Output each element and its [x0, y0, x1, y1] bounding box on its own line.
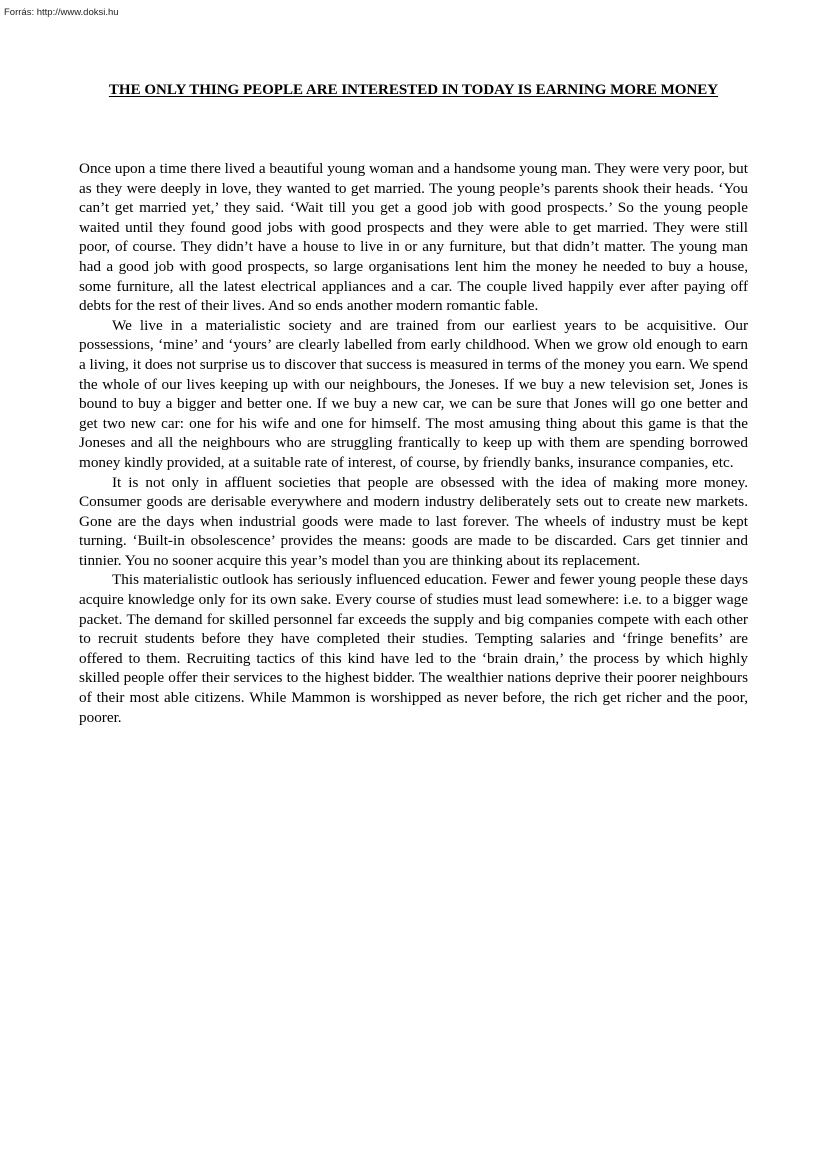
source-label: Forrás: http://www.doksi.hu [4, 7, 119, 18]
paragraph-2: We live in a materialistic society and are trained from our earliest years to be acquisitive. Our possessions, ‘mine’ and ‘yours’ are clearly labelled from early childhood. When we grow old enough to earn a living, it does not surprise us to discover that success is measured in terms of the money you earn. We spend the whole of our lives keeping up with our neighbours, the Joneses. If we buy a new television set, Jones is bound to buy a bigger and better one. If we buy a new car, we can be sure that Jones will go one better and get two new car: one for his wife and one for himself. The most amusing thing about this game is that the Joneses and all the neighbours who are struggling frantically to keep up with them are spending borrowed money kindly provided, at a suitable rate of interest, of course, by friendly banks, insurance companies, etc. [79, 316, 748, 471]
article-body [79, 159, 748, 727]
page-title: THE ONLY THING PEOPLE ARE INTERESTED IN TODAY IS EARNING MORE MONEY [108, 82, 719, 98]
paragraph-4: This materialistic outlook has seriously influenced education. Fewer and fewer young people these days acquire knowledge only for its own sake. Every course of studies must lead somewhere: i.e. to a bigger wage packet. The demand for skilled personnel far exceeds the supply and big companies compete with each other to recruit students before they have completed their studies. Tempting salaries and ‘fringe benefits’ are offered to them. Recruiting tactics of this kind have led to the ‘brain drain,’ the process by which highly skilled people offer their services to the highest bidder. The wealthier nations deprive their poorer neighbours of their most able citizens. While Mammon is worshipped as never before, the rich get richer and the poor, poorer. [79, 571, 748, 726]
paragraph-3: It is not only in affluent societies that people are obsessed with the idea of making more money. Consumer goods are derisable everywhere and modern industry deliberately sets out to create new markets. Gone are the days when industrial goods were made to last forever. The wheels of industry must be kept turning. ‘Built-in obsolescence’ provides the means: goods are made to be discarded. Cars get tinnier and tinnier. You no sooner acquire this year’s model than you are thinking about its replacement. [79, 473, 748, 569]
paragraph-1: Once upon a time there lived a beautiful young woman and a handsome young man. They were very poor, but as they were deeply in love, they wanted to get married. The young people’s parents shook their heads. ‘You can’t get married yet,’ they said. ‘Wait till you get a good job with good prospects.’ So the young people waited until they found good jobs with good prospects and they were able to get married. They were still poor, of course. They didn’t have a house to live in or any furniture, but that didn’t matter. The young man had a good job with good prospects, so large organisations lent him the money he needed to buy a house, some furniture, all the latest electrical appliances and a car. The couple lived happily ever after paying off debts for the rest of their lives. And so ends another modern romantic fable. [79, 160, 748, 315]
